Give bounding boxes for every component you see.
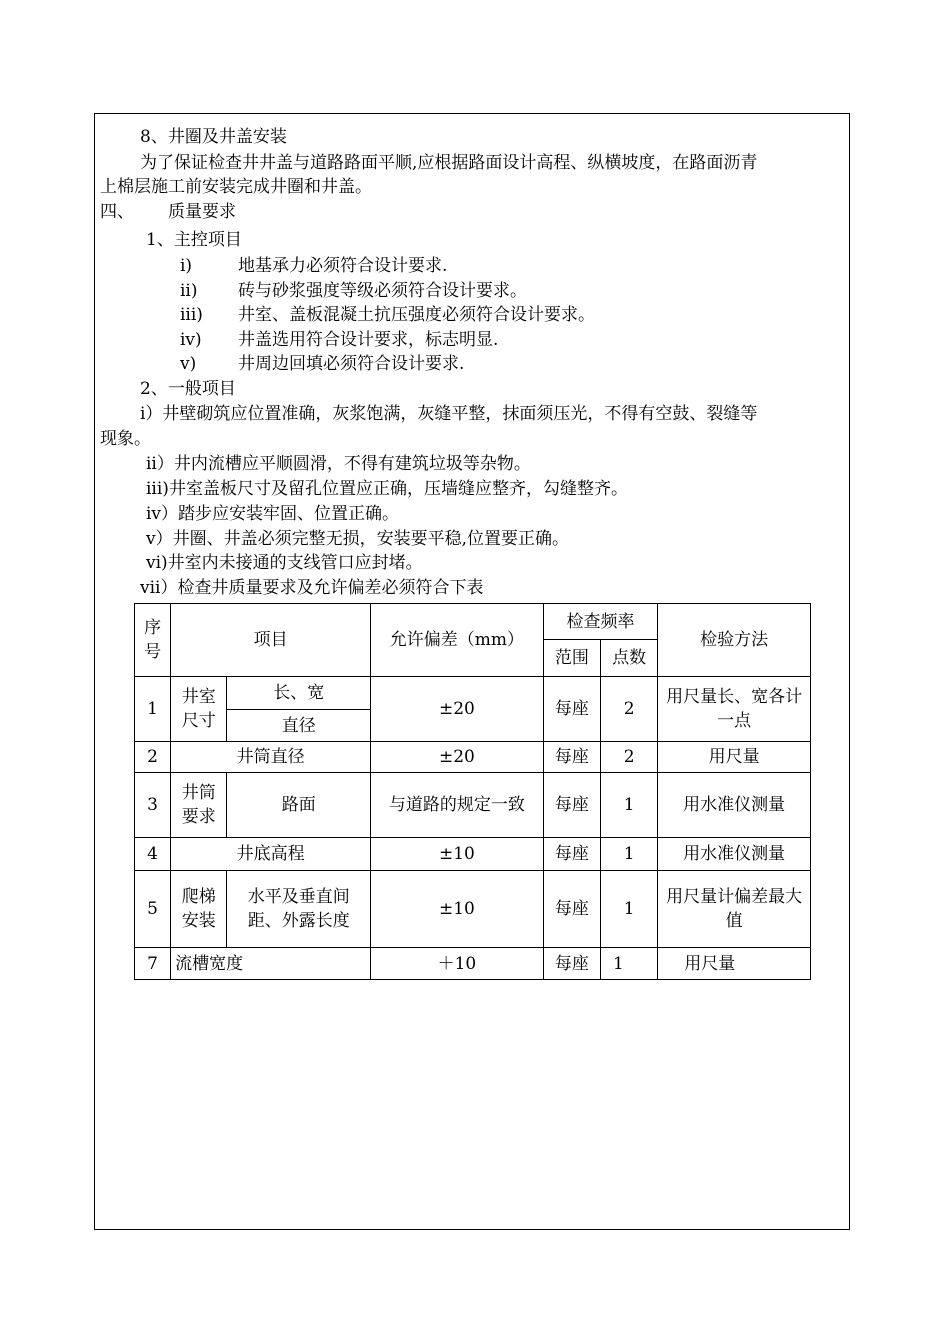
general-item1-line1: i）井壁砌筑应位置准确，灰浆饱满，灰缝平整，抹面须压光，不得有空鼓、裂缝等 bbox=[140, 404, 758, 424]
row-seq: 3 bbox=[135, 773, 171, 838]
row-method: 用尺量长、宽各计一点 bbox=[658, 677, 811, 742]
item-text: 井盖选用符合设计要求，标志明显. bbox=[238, 330, 499, 350]
table-row bbox=[135, 677, 811, 710]
row-group: 爬梯安装 bbox=[171, 871, 227, 948]
row-tolerance: ±10 bbox=[371, 871, 544, 948]
main-control-item bbox=[180, 254, 447, 278]
main-control-heading: 1、主控项目 bbox=[146, 230, 242, 250]
header-scope: 范围 bbox=[543, 640, 600, 677]
row-item: 流槽宽度 bbox=[171, 948, 371, 980]
row-scope: 每座 bbox=[543, 871, 600, 948]
row-subitem: 直径 bbox=[227, 710, 371, 742]
row-seq: 1 bbox=[135, 677, 171, 742]
section4-title: 质量要求 bbox=[168, 202, 236, 222]
row-item: 井底高程 bbox=[171, 838, 371, 871]
row-points: 1 bbox=[601, 838, 658, 871]
row-method: 用水准仪测量 bbox=[658, 838, 811, 871]
main-control-item bbox=[180, 303, 595, 327]
item-number: iv) bbox=[180, 330, 202, 350]
row-scope: 每座 bbox=[543, 677, 600, 742]
table-row bbox=[135, 838, 811, 871]
row-scope: 每座 bbox=[543, 742, 600, 773]
item-text: 砖与砂浆强度等级必须符合设计要求。 bbox=[238, 281, 527, 301]
row-method: 用尺量 bbox=[658, 948, 811, 980]
general-item7: vii）检查井质量要求及允许偏差必须符合下表 bbox=[140, 578, 484, 598]
table-header-row bbox=[135, 604, 811, 640]
row-tolerance: ＋10 bbox=[371, 948, 544, 980]
header-frequency: 检查频率 bbox=[543, 604, 658, 640]
row-tolerance: ±20 bbox=[371, 742, 544, 773]
row-subitem: 水平及垂直间距、外露长度 bbox=[227, 871, 371, 948]
general-item4: iv）踏步应安装牢固、位置正确。 bbox=[146, 504, 400, 524]
general-item1-line2: 现象。 bbox=[100, 429, 151, 449]
header-tolerance: 允许偏差（mm） bbox=[371, 604, 544, 677]
item-number: v) bbox=[180, 354, 197, 374]
item-number: iii) bbox=[180, 305, 203, 325]
header-seq: 序号 bbox=[135, 604, 171, 677]
item-text: 地基承力必须符合设计要求. bbox=[238, 256, 448, 276]
row-points: 1 bbox=[601, 773, 658, 838]
item-number: ii) bbox=[180, 281, 198, 301]
general-item6: vi)井室内未接通的支线管口应封堵。 bbox=[146, 553, 423, 573]
table-row bbox=[135, 773, 811, 838]
general-item3: iii)井室盖板尺寸及留孔位置应正确，压墙缝应整齐，勾缝整齐。 bbox=[146, 479, 628, 499]
row-seq: 5 bbox=[135, 871, 171, 948]
header-points: 点数 bbox=[601, 640, 658, 677]
section8-heading: 8、井圈及井盖安装 bbox=[140, 127, 287, 147]
row-seq: 4 bbox=[135, 838, 171, 871]
row-tolerance: ±10 bbox=[371, 838, 544, 871]
table-row bbox=[135, 948, 811, 980]
section8-paragraph-line1: 为了保证检查井井盖与道路路面平顺,应根据路面设计高程、纵横坡度，在路面沥青 bbox=[140, 153, 758, 173]
table-row bbox=[135, 742, 811, 773]
row-method: 用尺量计偏差最大值 bbox=[658, 871, 811, 948]
header-method: 检验方法 bbox=[658, 604, 811, 677]
main-control-item bbox=[180, 352, 464, 376]
quality-tolerance-table bbox=[134, 603, 811, 980]
main-control-item bbox=[180, 279, 527, 303]
main-control-item bbox=[180, 328, 498, 352]
row-group: 井筒要求 bbox=[171, 773, 227, 838]
row-item: 井筒直径 bbox=[171, 742, 371, 773]
row-points: 1 bbox=[601, 948, 658, 980]
row-scope: 每座 bbox=[543, 948, 600, 980]
row-method: 用水准仪测量 bbox=[658, 773, 811, 838]
row-subitem: 路面 bbox=[227, 773, 371, 838]
row-tolerance: 与道路的规定一致 bbox=[371, 773, 544, 838]
header-item: 项目 bbox=[171, 604, 371, 677]
item-number: i) bbox=[180, 256, 193, 276]
section8-paragraph-line2: 上棉层施工前安装完成井圈和井盖。 bbox=[100, 177, 372, 197]
row-method: 用尺量 bbox=[658, 742, 811, 773]
row-points: 2 bbox=[601, 742, 658, 773]
general-item2: ii）井内流槽应平顺圆滑，不得有建筑垃圾等杂物。 bbox=[146, 454, 531, 474]
general-item5: v）井圈、井盖必须完整无损，安装要平稳,位置要正确。 bbox=[146, 529, 570, 549]
row-seq: 7 bbox=[135, 948, 171, 980]
row-points: 2 bbox=[601, 677, 658, 742]
section4-number: 四、 bbox=[100, 202, 134, 222]
row-points: 1 bbox=[601, 871, 658, 948]
row-tolerance: ±20 bbox=[371, 677, 544, 742]
row-group: 井室尺寸 bbox=[171, 677, 227, 742]
table-row bbox=[135, 871, 811, 948]
row-scope: 每座 bbox=[543, 773, 600, 838]
general-heading: 2、一般项目 bbox=[140, 379, 236, 399]
item-text: 井周边回填必须符合设计要求. bbox=[238, 354, 465, 374]
row-scope: 每座 bbox=[543, 838, 600, 871]
item-text: 井室、盖板混凝土抗压强度必须符合设计要求。 bbox=[238, 305, 595, 325]
row-subitem: 长、宽 bbox=[227, 677, 371, 710]
row-seq: 2 bbox=[135, 742, 171, 773]
